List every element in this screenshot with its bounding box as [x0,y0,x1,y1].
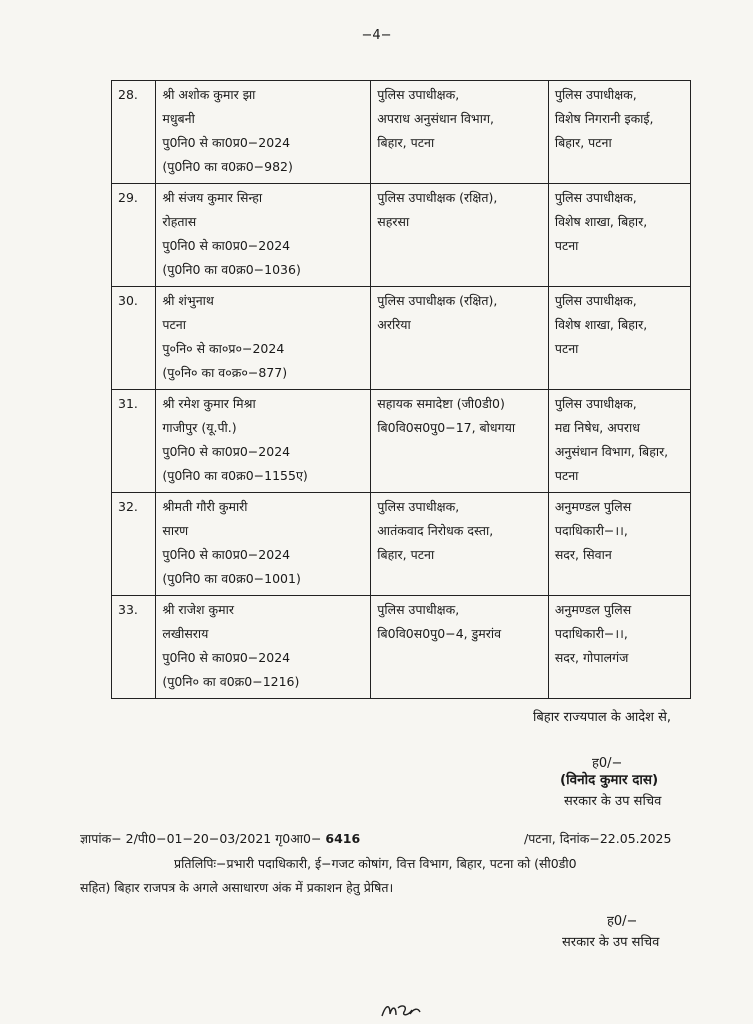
officer-seniority: (पु0नि० का व0क्र0−1216) [162,674,300,689]
current-posting-line: बिहार, पटना [377,135,435,150]
officer-district: गाजीपुर (यू.पी.) [162,420,237,435]
serial-number: 28. [112,81,156,184]
current-posting-line: पुलिस उपाधीक्षक, [377,499,460,514]
new-posting-line: पुलिस उपाधीक्षक, [554,87,637,102]
new-posting [548,184,690,287]
new-posting-line: बिहार, पटना [554,135,612,150]
serial-number: 29. [112,184,156,287]
officer-district: मधुबनी [162,111,195,126]
new-posting-line: पटना [554,341,579,356]
current-posting [371,390,549,493]
signature-mark-2: ह0/− [607,914,638,929]
officer-batch: पु0नि0 से का0प्र0−2024 [162,547,291,562]
serial-number: 32. [112,493,156,596]
officer-details [156,287,371,390]
current-posting-line: पुलिस उपाधीक्षक, [377,602,460,617]
new-posting-line: सदर, गोपालगंज [554,650,629,665]
table-row [112,493,691,596]
officer-details [156,390,371,493]
table-row [112,596,691,699]
current-posting [371,493,549,596]
officer-district: रोहतास [162,214,197,229]
transfer-table [111,80,691,699]
officer-seniority: (पु0नि0 का व0क्र0−1036) [162,262,301,277]
new-posting-line: मद्य निषेध, अपराध [554,420,640,435]
signatory-designation-2: सरकार के उप सचिव [562,935,660,950]
current-posting-line: सहायक समादेष्टा (जी0डी0) [377,396,505,411]
officer-seniority: (पु0नि0 का व0क्र0−982) [162,159,293,174]
table-row [112,287,691,390]
new-posting-line: विशेष निगरानी इकाई, [554,111,654,126]
new-posting-line: अनुमण्डल पुलिस [554,602,632,617]
new-posting-line: पुलिस उपाधीक्षक, [554,190,637,205]
current-posting [371,596,549,699]
memo-reference [80,830,360,847]
table-row [112,390,691,493]
current-posting [371,81,549,184]
new-posting [548,596,690,699]
new-posting-line: पटना [554,468,579,483]
officer-batch: पु0नि0 से का0प्र0−2024 [162,135,291,150]
current-posting-line: आतंकवाद निरोधक दस्ता, [377,523,494,538]
officer-name: श्री शंभुनाथ [162,293,214,308]
officer-name: श्री अशोक कुमार झा [162,87,256,102]
copy-distribution-text [80,852,720,900]
signatory-designation: सरकार के उप सचिव [564,794,662,809]
serial-number: 33. [112,596,156,699]
officer-name: श्री रमेश कुमार मिश्रा [162,396,256,411]
officer-batch: पु0नि0 से का0प्र0−2024 [162,444,291,459]
memo-ref-prefix: ज्ञापांक− 2/पी0−01−20−03/2021 गृ0आ0− [80,831,322,846]
officer-name: श्रीमती गौरी कुमारी [162,499,248,514]
memo-ref-number: 6416 [325,831,361,846]
officer-details [156,184,371,287]
officer-seniority: (पु0नि0 का व0क्र0−1001) [162,571,301,586]
current-posting-line: अपराध अनुसंधान विभाग, [377,111,494,126]
officer-batch: पु०नि० से का०प्र०−2024 [162,341,285,356]
current-posting-line: सहरसा [377,214,410,229]
table-row [112,81,691,184]
new-posting [548,81,690,184]
new-posting-line: विशेष शाखा, बिहार, [554,317,648,332]
memo-place-date: /पटना, दिनांक−22.05.2025 [524,831,672,846]
current-posting [371,287,549,390]
officer-seniority: (पु०नि० का व०क्र०−877) [162,365,288,380]
signatory-name: (विनोद कुमार दास) [560,772,659,788]
officer-district: पटना [162,317,186,332]
current-posting-line: पुलिस उपाधीक्षक (रक्षित), [377,190,498,205]
officer-batch: पु0नि0 से का0प्र0−2024 [162,650,291,665]
new-posting-line: पुलिस उपाधीक्षक, [554,396,637,411]
copy-line-1: प्रतिलिपिः−प्रभारी पदाधिकारी, ई−गजट कोषांग, वित्त विभाग, बिहार, पटना को (सी0डी0 [174,856,577,871]
current-posting [371,184,549,287]
new-posting-line: पुलिस उपाधीक्षक, [554,293,637,308]
officer-district: लखीसराय [162,626,209,641]
officer-details [156,493,371,596]
signature-mark: ह0/− [592,756,623,771]
officer-name: श्री राजेश कुमार [162,602,234,617]
current-posting-line: बि0वि0स0पु0−17, बोधगया [377,420,516,435]
copy-line-2: सहित) बिहार राजपत्र के अगले असाधारण अंक में प्रकाशन हेतु प्रेषित। [80,880,394,895]
officer-name: श्री संजय कुमार सिन्हा [162,190,263,205]
current-posting-line: बि0वि0स0पु0−4, डुमरांव [377,626,502,641]
new-posting-line: अनुमण्डल पुलिस [554,499,632,514]
new-posting [548,390,690,493]
new-posting-line: पदाधिकारी−।।, [554,626,628,641]
new-posting-line: अनुसंधान विभाग, बिहार, [554,444,669,459]
serial-number: 31. [112,390,156,493]
serial-number: 30. [112,287,156,390]
current-posting-line: अररिया [377,317,411,332]
new-posting [548,493,690,596]
governor-order-line: बिहार राज्यपाल के आदेश से, [533,710,672,725]
new-posting-line: पदाधिकारी−।।, [554,523,628,538]
table-row [112,184,691,287]
current-posting-line: बिहार, पटना [377,547,435,562]
officer-batch: पु0नि0 से का0प्र0−2024 [162,238,291,253]
page-number: −4− [361,28,392,43]
current-posting-line: पुलिस उपाधीक्षक (रक्षित), [377,293,498,308]
officer-details [156,596,371,699]
officer-seniority: (पु0नि0 का व0क्र0−1155ए) [162,468,308,483]
new-posting-line: सदर, सिवान [554,547,612,562]
new-posting [548,287,690,390]
current-posting-line: पुलिस उपाधीक्षक, [377,87,460,102]
new-posting-line: विशेष शाखा, बिहार, [554,214,648,229]
officer-district: सारण [162,523,189,538]
new-posting-line: पटना [554,238,579,253]
officer-details [156,81,371,184]
initials-scribble [378,1000,424,1022]
